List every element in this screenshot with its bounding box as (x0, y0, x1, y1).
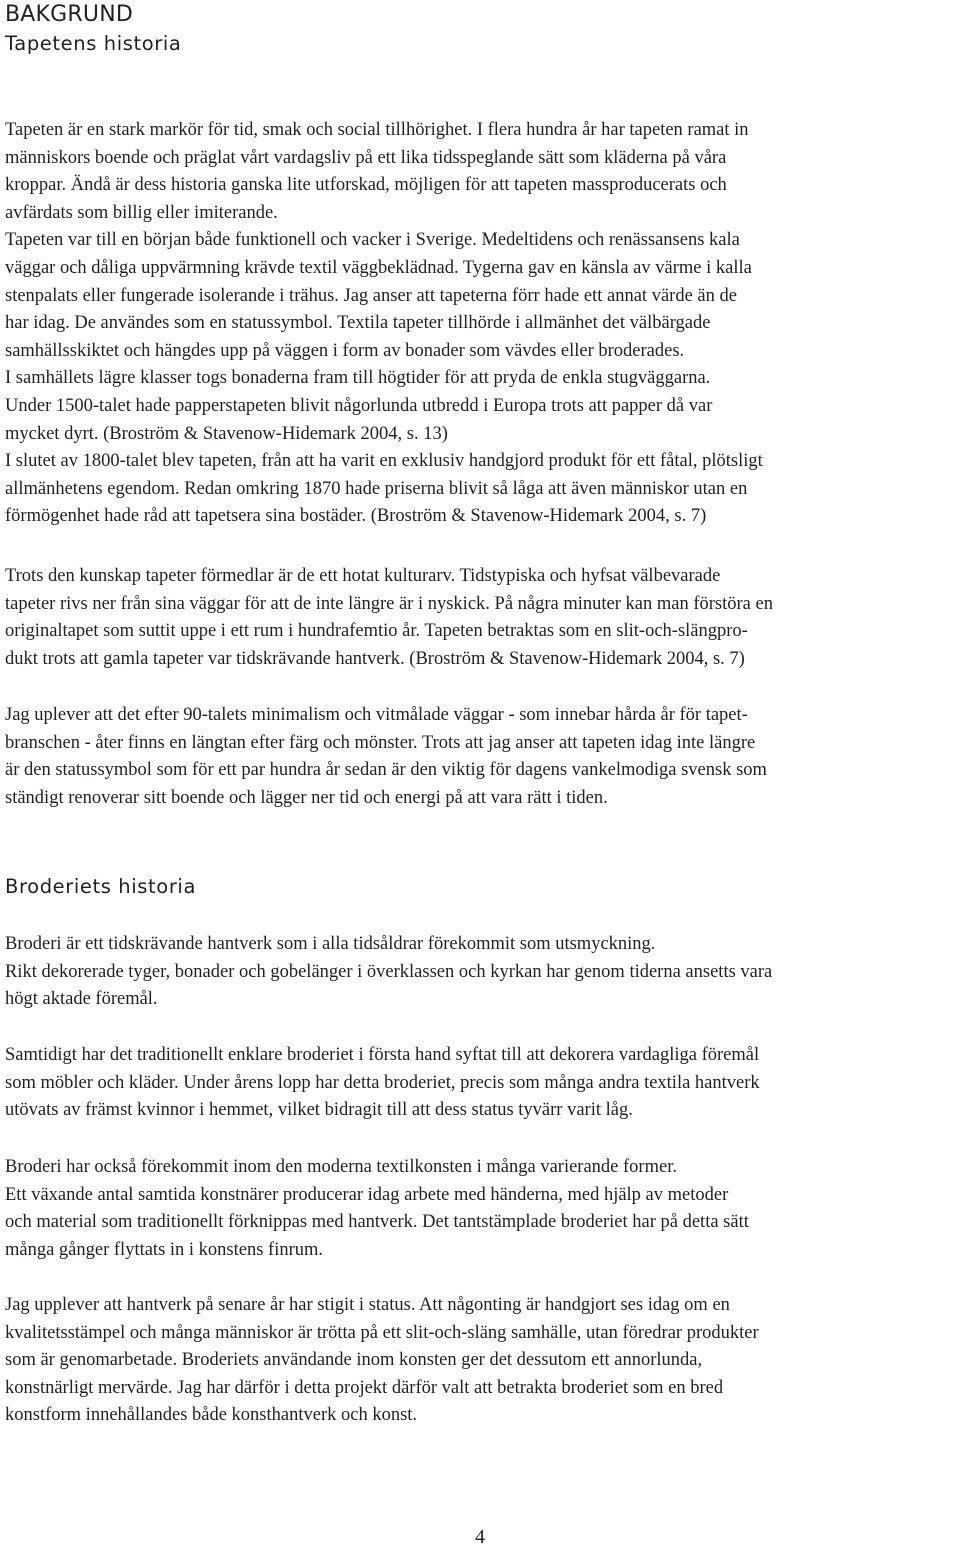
text-line: Rikt dekorerade tyger, bonader och gobelänger i överklassen och kyrkan har genom tiderna ansetts vara (5, 961, 773, 982)
text-line: många gånger flyttats in i konstens finrum. (5, 1239, 324, 1260)
text-line: Trots den kunskap tapeter förmedlar är de ett hotat kulturarv. Tidstypiska och hyfsat välbevarade (5, 566, 721, 586)
text-line: är den statussymbol som för ett par hundra år sedan är den viktig för dagens vankelmodiga svensk som (5, 760, 767, 781)
text-line: Ett växande antal samtida konstnärer producerar idag arbete med händerna, med hjälp av metoder (5, 1184, 729, 1205)
text-line: som möbler och kläder. Under årens lopp har detta broderiet, precis som många andra textila hantverk (5, 1072, 760, 1093)
text-line: konstnärligt mervärde. Jag har därför i detta projekt därför valt att betrakta broderiet som en bred (5, 1377, 724, 1398)
text-line: Samtidigt har det traditionellt enklare broderiet i första hand syftat till att dekorera vardagliga föremål (5, 1045, 760, 1065)
text-line: avfärdats som billig eller imiterande. (5, 202, 278, 223)
text-line: som är genomarbetade. Broderiets användande inom konsten ger det dessutom ett annorlunda, (5, 1350, 703, 1371)
paragraph-tapet-2 (5, 563, 960, 673)
text-line: allmänhetens egendom. Redan omkring 1870 hade priserna blivit så låga att även människor utan en (5, 478, 748, 499)
text-line: förmögenhet hade råd att tapetsera sina bostäder. (Broström & Stavenow-Hidemark 2004, s. 7) (5, 506, 707, 527)
section-title-broderiets-historia: Broderiets historia (5, 875, 197, 898)
text-line: och material som traditionellt förknippas med hantverk. Det tantstämplade broderiet har på detta sätt (5, 1212, 749, 1233)
text-line: Under 1500-talet hade papperstapeten blivit någorlunda utbredd i Europa trots att papper då var (5, 395, 713, 416)
text-line: mycket dyrt. (Broström & Stavenow-Hidemark 2004, s. 13) (5, 423, 448, 444)
section-label: BAKGRUND (5, 2, 134, 27)
text-line: Tapeten är en stark markör för tid, smak och social tillhörighet. I flera hundra år har tapeten ramat in (5, 120, 749, 140)
text-line: har idag. De användes som en statussymbol. Textila tapeter tillhörde i allmänhet det välbärgade (5, 313, 711, 334)
text-line: stenpalats eller fungerade isolerande i trähus. Jag anser att tapeterna förr hade ett annat värde än de (5, 285, 737, 306)
text-line: Jag upplever att hantverk på senare år har stigit i status. Att någonting är handgjort ses idag om en (5, 1295, 730, 1315)
text-line: Broderi är ett tidskrävande hantverk som i alla tidsåldrar förekommit som utsmyckning. (5, 934, 656, 954)
text-line: kroppar. Ändå är dess historia ganska lite utforskad, möjligen för att tapeten massproducerats och (5, 175, 727, 196)
text-line: kvalitetsstämpel och många människor är trötta på ett slit-och-släng samhälle, utan föredrar produkter (5, 1322, 759, 1343)
text-line: originaltapet som suttit uppe i ett rum i hundrafemtio år. Tapeten betraktas som en slit-och-slängpro- (5, 621, 748, 642)
text-line: branschen - åter finns en längtan efter färg och mönster. Trots att jag anser att tapeten idag inte längre (5, 732, 756, 753)
text-line: utövats av främst kvinnor i hemmet, vilket bidragit till att dess status tyvärr varit låg. (5, 1100, 633, 1121)
paragraph-tapet-1 (5, 117, 960, 531)
paragraph-broderi-3 (5, 1154, 960, 1264)
text-line: människors boende och präglat vårt vardagsliv på ett lika tidsspeglande sätt som kläderna på våra (5, 147, 727, 168)
text-line: I slutet av 1800-talet blev tapeten, från att ha varit en exklusiv handgjord produkt för ett fåtal, plötsligt (5, 451, 763, 472)
paragraph-broderi-4 (5, 1292, 960, 1430)
text-line: I samhällets lägre klasser togs bonaderna fram till högtider för att pryda de enkla stugväggarna. (5, 368, 711, 389)
text-line: väggar och dåliga uppvärmning krävde textil väggbeklädnad. Tygerna gav en känsla av värme i kalla (5, 257, 752, 278)
paragraph-broderi-2 (5, 1042, 960, 1125)
text-line: högt aktade föremål. (5, 989, 158, 1010)
text-line: tapeter rivs ner från sina väggar för att de inte längre är i nyskick. På några minuter kan man förstöra en (5, 593, 773, 614)
section-title-tapetens-historia: Tapetens historia (5, 32, 182, 55)
text-line: Jag uplever att det efter 90-talets minimalism och vitmålade väggar - som innebar hårda år för tapet- (5, 705, 748, 725)
text-line: ständigt renoverar sitt boende och lägger ner tid och energi på att vara rätt i tiden. (5, 787, 608, 808)
text-line: konstform innehållandes både konsthantverk och konst. (5, 1405, 418, 1426)
page-number: 4 (475, 1526, 485, 1548)
text-line: samhällsskiktet och hängdes upp på väggen i form av bonader som vävdes eller broderades. (5, 340, 685, 361)
text-line: Tapeten var till en början både funktionell och vacker i Sverige. Medeltidens och renässansens kala (5, 230, 740, 251)
paragraph-broderi-1 (5, 931, 960, 1014)
text-line: dukt trots att gamla tapeter var tidskrävande hantverk. (Broström & Stavenow-Hidemark 2004, s. 7) (5, 648, 745, 669)
paragraph-tapet-3 (5, 702, 960, 812)
text-line: Broderi har också förekommit inom den moderna textilkonsten i många varierande former. (5, 1157, 677, 1177)
